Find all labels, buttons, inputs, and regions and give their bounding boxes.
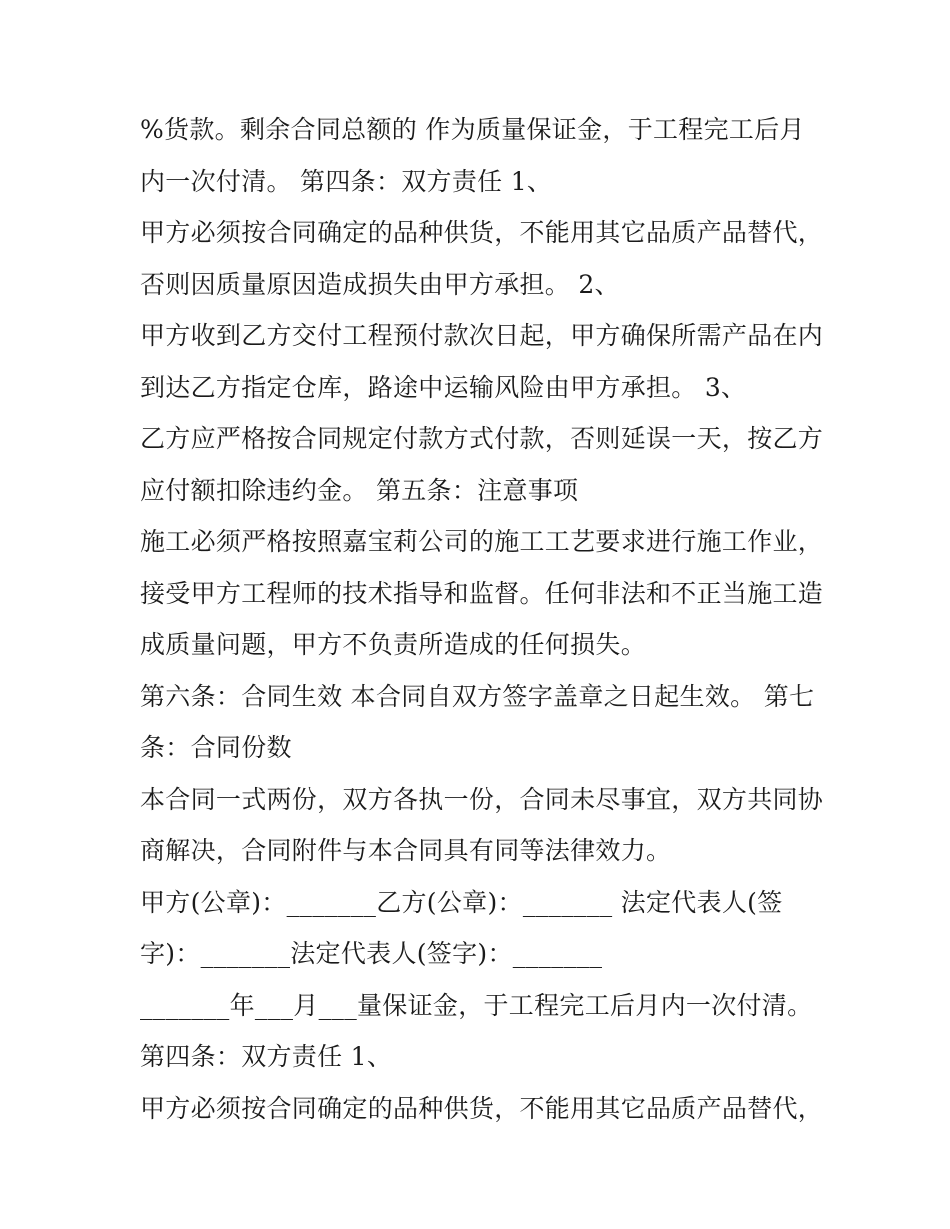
text-line: 字)：_______法定代表人(签字)：_______ [140, 939, 603, 968]
text-line: 第六条：合同生效 本合同自双方签字盖章之日起生效。 第七 [140, 681, 815, 711]
text-line: 条：合同份数 [140, 733, 292, 762]
text-line: 施工必须严格按照嘉宝莉公司的施工工艺要求进行施工作业， [140, 527, 824, 556]
text-line: 商解决，合同附件与本合同具有同等法律效力。 [140, 836, 672, 865]
text-line: 接受甲方工程师的技术指导和监督。任何非法和不正当施工造 [140, 578, 824, 608]
text-line: 应付额扣除违约金。 第五条：注意事项 [140, 475, 579, 505]
text-line: 甲方必须按合同确定的品种供货，不能用其它品质产品替代， [140, 1093, 824, 1123]
text-line: _______年___月___量保证金，于工程完工后月内一次付清。 [140, 990, 813, 1020]
text-line: 甲方必须按合同确定的品种供货，不能用其它品质产品替代， [140, 218, 824, 247]
text-line: 本合同一式两份，双方各执一份，合同未尽事宜，双方共同协 [140, 784, 824, 814]
text-line: %货款。剩余合同总额的 作为质量保证金，于工程完工后月 [140, 115, 805, 144]
text-line: 内一次付清。 第四条：双方责任 1、 [140, 166, 553, 196]
contract-text [140, 104, 824, 1134]
text-line: 甲方(公章)：_______乙方(公章)：_______ 法定代表人(签 [140, 887, 783, 917]
text-line: 成质量问题，甲方不负责所造成的任何损失。 [140, 630, 647, 659]
text-line: 甲方收到乙方交付工程预付款次日起，甲方确保所需产品在内 [140, 321, 824, 350]
text-line: 否则因质量原因造成损失由甲方承担。 2、 [140, 269, 620, 299]
text-line: 到达乙方指定仓库，路途中运输风险由甲方承担。 3、 [140, 372, 747, 402]
text-line: 第四条：双方责任 1、 [140, 1042, 393, 1071]
text-line: 乙方应严格按合同规定付款方式付款，否则延误一天，按乙方 [140, 424, 824, 453]
